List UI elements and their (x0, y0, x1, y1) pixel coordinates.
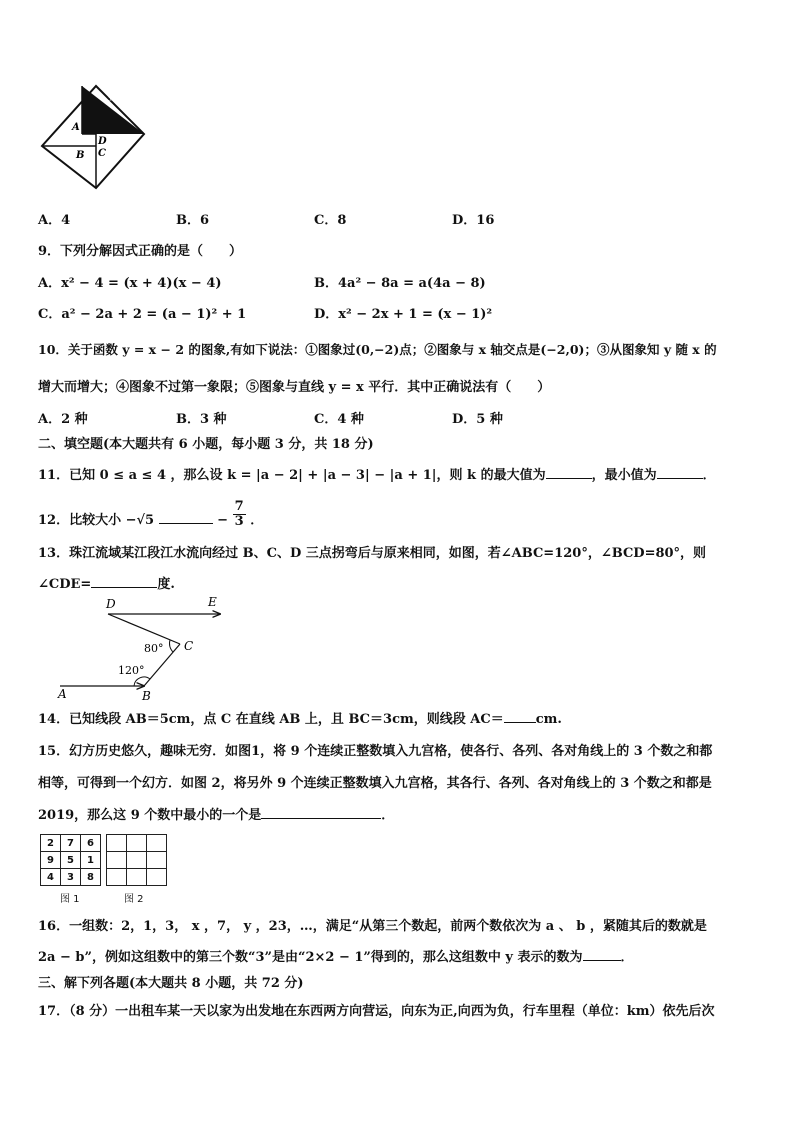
q17: 17．（8 分）一出租车某一天以家为出发地在东西两方向营运，向东为正,向西为负，行车里程（单位：km）依先后次 (38, 1004, 715, 1019)
section-3-heading: 三、解下列各题(本大题共 8 小题，共 72 分) (38, 976, 304, 991)
q15-caption-2: 图 2 (124, 894, 144, 905)
q8-option-c: C．8 (314, 213, 347, 228)
q15-magic-square-1: 2 7 6 9 5 1 4 3 8 (40, 834, 101, 886)
q12-blank[interactable] (159, 511, 213, 524)
q9-option-d: D．x² − 2x + 1 = (x − 1)² (314, 307, 493, 322)
q13-blank[interactable] (91, 575, 157, 588)
q8-option-b: B．6 (176, 213, 210, 228)
q8-square-figure (36, 84, 148, 192)
q11-blank-min[interactable] (657, 466, 703, 479)
q10-option-d: D．5 种 (452, 412, 503, 427)
q15-line3: 2019，那么这 9 个数中最小的一个是 ． (38, 808, 395, 823)
q16-line2: 2a − b”，例如这组数中的第三个数“3”是由“2×2 − 1”得到的，那么这组数中 y 表示的数为 ． (38, 950, 634, 965)
svg-text:B: B (76, 150, 85, 161)
q9-option-a: A．x² − 4 = (x + 4)(x − 4) (38, 276, 222, 291)
svg-text:D: D (98, 136, 107, 147)
q13-river-figure (56, 594, 236, 704)
q16-blank[interactable] (583, 948, 621, 961)
svg-text:A: A (72, 122, 80, 133)
q8-option-a: A．4 (38, 213, 71, 228)
q15-caption-1: 图 1 (60, 894, 80, 905)
q10-option-b: B．3 种 (176, 412, 227, 427)
q14: 14．已知线段 AB＝5cm，点 C 在直线 AB 上，且 BC＝3cm，则线段 AC＝ cm. (38, 712, 562, 727)
q16-line1: 16．一组数：2，1，3， x ，7， y ，23，…，满足“从第三个数起，前两个数依次为 a 、 b ，紧随其后的数就是 (38, 919, 707, 934)
q15-blank[interactable] (261, 806, 381, 819)
q9-stem: 9．下列分解因式正确的是（ ） (38, 244, 243, 259)
svg-text:C: C (98, 148, 106, 159)
q15-magic-square-2 (106, 834, 167, 886)
q8-fig-title: 笠(c) (108, 94, 125, 102)
q11: 11．已知 0 ≤ a ≤ 4 ，那么设 k = |a − 2| + |a − 3| − |a + 1|，则 k 的最大值为 ，最小值为 ． (38, 468, 716, 483)
q13-line2: ∠CDE= 度. (38, 577, 175, 592)
q12: 12．比较大小 −√5 − $\frac{7}{3}$ ． (38, 499, 264, 529)
q10-line2: 增大而增大；④图象不过第一象限；⑤图象与直线 y = x 平行．其中正确说法有（ ） (38, 380, 551, 395)
q14-blank[interactable] (504, 710, 536, 723)
svg-text:E: E (208, 595, 217, 609)
svg-text:D: D (106, 597, 116, 611)
q8-option-d: D．16 (452, 213, 495, 228)
q15-line1: 15．幻方历史悠久，趣味无穷．如图1，将 9 个连续正整数填入九宫格，使各行、各列、各对角线上的 3 个数之和都 (38, 744, 713, 759)
section-2-heading: 二、填空题(本大题共有 6 小题，每小题 3 分，共 18 分) (38, 437, 374, 452)
q9-option-b: B．4a² − 8a = a(4a − 8) (314, 276, 486, 291)
q9-option-c: C．a² − 2a + 2 = (a − 1)² + 1 (38, 307, 247, 322)
svg-text:120°: 120° (118, 664, 145, 677)
svg-text:B: B (142, 689, 151, 703)
q10-option-c: C．4 种 (314, 412, 364, 427)
q12-fraction: $\frac{7}{3}$ (234, 499, 244, 529)
svg-text:A: A (58, 687, 67, 701)
q11-blank-max[interactable] (546, 466, 592, 479)
q15-line2: 相等，可得到一个幻方．如图 2，将另外 9 个连续正整数填入九宫格，其各行、各列、各对角线上的 3 个数之和都是 (38, 776, 712, 791)
q10-line1: 10．关于函数 y = x − 2 的图象,有如下说法：①图象过(0,−2)点；②图象与 x 轴交点是(−2,0)；③从图象知 y 随 x 的 (38, 342, 717, 357)
q13-line1: 13．珠江流域某江段江水流向经过 B、C、D 三点拐弯后与原来相同，如图，若∠ABC=120°，∠BCD=80°，则 (38, 546, 707, 561)
q10-option-a: A．2 种 (38, 412, 88, 427)
svg-text:C: C (184, 639, 194, 653)
svg-text:80°: 80° (144, 642, 164, 655)
